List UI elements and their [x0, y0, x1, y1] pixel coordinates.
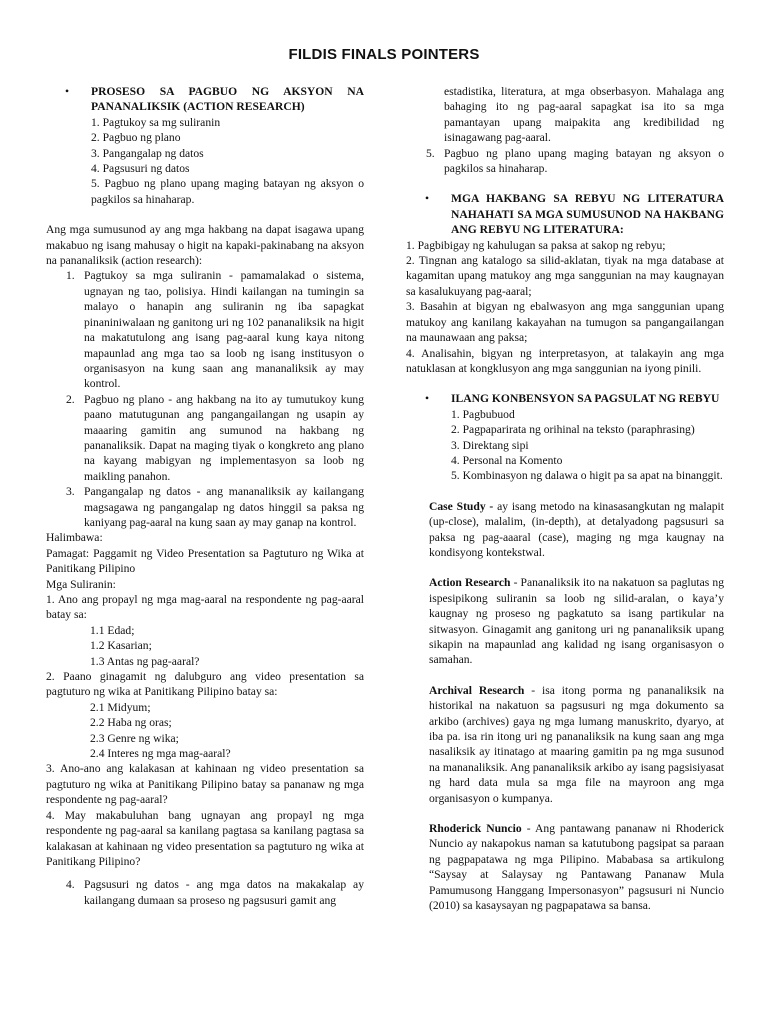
list-item: 1. Pagbubuod — [451, 407, 515, 421]
step-number: 3. — [66, 485, 75, 499]
numbered-step — [46, 484, 364, 530]
step-number: 5. — [426, 146, 435, 160]
numbered-step — [46, 392, 364, 484]
step-text: Pagtukoy sa mga suliranin - pamamalakad o sistema, ugnayan ng tao, polisiya. Hindi kailangan na tumingin sa malayo o hanapin ang suliranin ng iba sapagkat pinaniniwalaan ng ganitong uri ng 102 pananaliksik na higit na makatutulong ang isang pag-aaral kung kaya nitong mapaunlad ang mga tao sa loob ng isang institusyon o organisasyon na kung saan ang mananaliksik ay may kontrol. — [84, 269, 364, 391]
step-text: Pagbuo ng plano upang maging batayan ng aksyon o pagkilos sa hinaharap. — [444, 146, 724, 176]
list-item: 5. Pagbuo ng plano upang maging batayan ng aksyon o pagkilos sa hinaharap. — [91, 177, 364, 206]
definition-term: Case Study - — [429, 499, 494, 513]
question-4: 4. May makabuluhan bang ugnayan ang propayl ng mga respondente ng pag-aaral sa kanilang pagtasa sa kanilang pagtasa sa kalakasan at kahinaan ng video presentation sa pagtuturo ng wika at Panitikang Pilipino? — [46, 808, 364, 868]
section-heading-conventions: • ILANG KONBENSYON SA PAGSULAT NG REBYU — [406, 391, 724, 406]
list-item: 4. Personal na Komento — [451, 453, 563, 467]
list-item: 3. Basahin at bigyan ng ebalwasyon ang mga sanggunian upang matukoy ang kanilang kakayahan na tumugon sa pangangailangan na maunawaan ang paksa; — [406, 300, 724, 345]
definition-text: - isa itong porma ng pananaliksik na historikal na nakatuon sa pagsusuri ng mga dokumento sa arkibo (archives) gaya ng mga lumang manuskrito, dyaryo, at iba pa. isa rin itong uri ng pananaliksik na kung saan ang mga nasaliksik ay itinatago at maaring gamitin pa ng mga susunod na mananaliksik. Ang pananaliksik arkibo ay isang pagsisiyasat ng hard data mula sa mga file na mayroon ang mga organisasyon o kumpanya. — [429, 683, 725, 805]
sub-item: 1.3 Antas ng pag-aaral? — [90, 654, 200, 668]
step-text: Pagbuo ng plano - ang hakbang na ito ay tumutukoy kung paano matutugunan ang pangangailangan ng usapin ay maaaring gamitin ang sumunod na hakbang ng pananaliksik. Dapat na maging tiyak o kongkreto ang plano na kayang mabigyan ng implementasyon sa loob ng maikling panahon. — [84, 392, 364, 483]
definition-rhoderick-nuncio — [406, 821, 724, 913]
sub-item: 1.2 Kasarian; — [90, 639, 152, 653]
section-heading-action-research: • PROSESO SA PAGBUO NG AKSYON NA PANANALIKSIK (ACTION RESEARCH) — [46, 84, 364, 115]
list-item: 2. Pagpaparirata ng orihinal na teksto (paraphrasing) — [451, 423, 695, 437]
list-item: 1. Pagbibigay ng kahulugan sa paksa at sakop ng rebyu; — [406, 238, 666, 252]
question-3: 3. Ano-ano ang kalakasan at kahinaan ng video presentation sa pagtuturo ng wika at Panitikang Pilipino batay sa pananaw ng mga respondente ng pag-aaral? — [46, 762, 364, 807]
list-item: 2. Tingnan ang katalogo sa silid-aklatan, tiyak na mga database at kagamitan upang matukoy ang mga sanggunian na may kaugnayan sa kasalukuyang pag-aaral; — [406, 254, 724, 298]
list-item: 1. Pagtukoy sa mg suliranin — [91, 115, 221, 129]
page-title: FILDIS FINALS POINTERS — [288, 46, 480, 63]
step-number: 2. — [66, 392, 75, 406]
list-item: 3. Pangangalap ng datos — [91, 146, 204, 160]
example-label: Halimbawa: — [46, 531, 103, 545]
definition-case-study — [406, 499, 724, 561]
definition-archival-research — [406, 683, 724, 806]
section-heading-literature-review: • MGA HAKBANG SA REBYU NG LITERATURA NAHAHATI SA MGA SUMUSUNOD NA HAKBANG ANG REBYU NG LITERATURA: — [406, 191, 724, 237]
definition-action-research — [406, 575, 724, 667]
right-column — [406, 84, 724, 914]
sub-item: 2.2 Haba ng oras; — [90, 716, 172, 730]
definition-text: ay isang metodo na kinasasangkutan ng malapit (up-close), malalim, (in-depth), at detalyadong pagsusuri sa paksa ng pag-aaaral (case), maging ng mga kaugnay na kondisyong kontekstwal. — [429, 499, 724, 559]
list-item: 4. Pagsusuri ng datos — [91, 162, 190, 176]
sub-item: 2.3 Genre ng wika; — [90, 731, 179, 745]
step-text: Pangangalap ng datos - ang mananaliksik ay kailangang magsagawa ng pangangalap ng datos hinggil sa paksa ng kaniyang pag-aaral na kung saan ay may ganap na kontrol. — [84, 485, 364, 529]
list-item: 5. Kombinasyon ng dalawa o higit pa sa apat na binanggit. — [451, 469, 723, 483]
definition-term: Archival Research — [429, 683, 525, 697]
question-2: 2. Paano ginagamit ng dalubguro ang video presentation sa pagtuturo ng wika at Panitikang Pilipino batay sa: — [46, 670, 364, 699]
sub-item: 2.1 Midyum; — [90, 700, 151, 714]
definition-term: Action Research — [429, 576, 511, 590]
numbered-step — [406, 146, 724, 177]
list-item: 2. Pagbuo ng plano — [91, 131, 181, 145]
list-item: 3. Direktang sipi — [451, 438, 529, 452]
intro-paragraph: Ang mga sumusunod ay ang mga hakbang na dapat isagawa upang makabuo ng isang mahusay o higit na kapaki-pakinabang na aksyon na pananaliksik (action research): — [46, 223, 364, 268]
left-column — [46, 84, 364, 908]
definition-text: - Ang pantawang pananaw ni Rhoderick Nuncio ay nakapokus naman sa katutubong pagsipat sa paraan ng pagpapatawa ng mga Pilipino. Mababasa sa artikulong “Saysay at Salaysay ng Pantawang Pananaw Mula Pamumusong Hanggang Impersonasyon” pagsusuri ni Nuncio (2010) sa kasaysayan ng pagpapatawa sa bansa. — [429, 822, 724, 913]
problems-label: Mga Suliranin: — [46, 577, 116, 591]
step-number: 1. — [66, 269, 75, 283]
numbered-step — [46, 877, 364, 908]
step-text: Pagsusuri ng datos - ang mga datos na makakalap ay kailangang dumaan sa proseso ng pagsusuri gamit ang — [84, 878, 364, 907]
list-item: 4. Analisahin, bigyan ng interpretasyon, at talakayin ang mga natuklasan at kongklusyon ang mga sanggunian na iyong pinili. — [406, 346, 724, 375]
example-title: Pamagat: Paggamit ng Video Presentation sa Pagtuturo ng Wika at Panitikang Pilipino — [46, 546, 364, 576]
definition-text: - Pananaliksik ito na nakatuon sa paglutas ng ispesipikong suliranin sa loob ng silid-aralan, o kaya’y kaugnay ng proseso ng pagkatuto sa isang partikular na sitwasyon. Ginagamit ang ganitong uri ng pananaliksik upang sikapin na mapaunlad ang kalidad ng isang organisasyon o samahan. — [429, 576, 724, 667]
step-number: 4. — [66, 878, 75, 892]
numbered-step — [46, 268, 364, 391]
question-1: 1. Ano ang propayl ng mga mag-aaral na respondente ng pag-aaral batay sa: — [46, 593, 364, 622]
sub-item: 1.1 Edad; — [90, 623, 135, 637]
definition-term: Rhoderick Nuncio — [429, 822, 522, 836]
step-continuation: estadistika, literatura, at mga obserbasyon. Mahalaga ang bahaging ito ng pag-aaral sapagkat isa ito sa mga pamantayan upang maipakita ang kredibilidad ng isinagawang pag-aaral. — [444, 85, 724, 145]
sub-item: 2.4 Interes ng mga mag-aaral? — [90, 747, 231, 761]
